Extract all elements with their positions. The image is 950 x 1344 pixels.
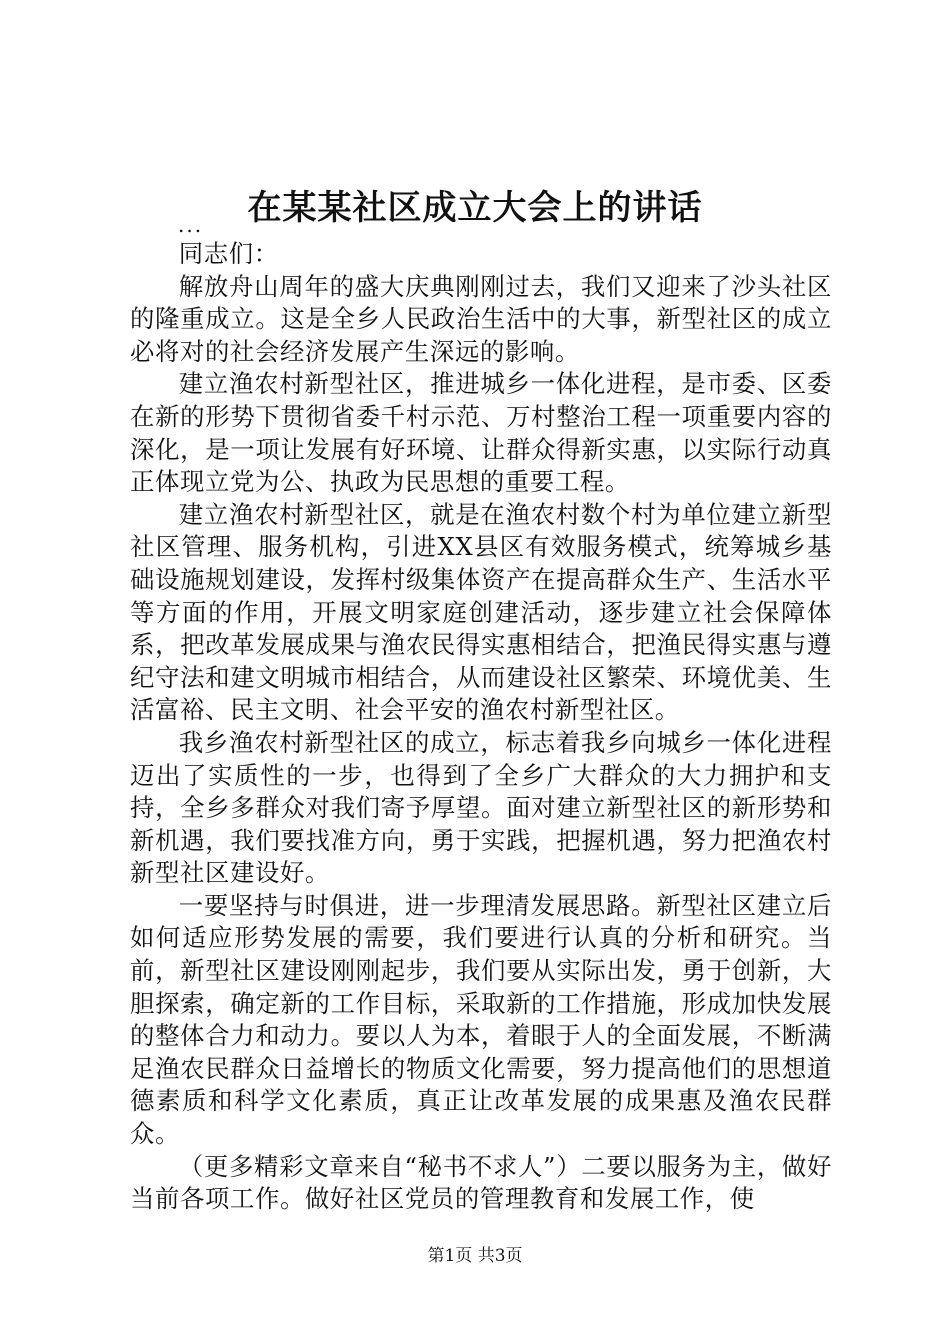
- paragraph-5: 一要坚持与时俱进，进一步理清发展思路。新型社区建立后如何适应形势发展的需要，我们要进行认真的分析和研究。当前，新型社区建设刚刚起步，我们要从实际出发，勇于创新，大胆探索，确定新的工作目标，采取新的工作措施，形成加快发展的整体合力和动力。要以人为本，着眼于人的全面发展，不断满足渔农民群众日益增长的物质文化需要，努力提高他们的思想道德素质和科学文化素质，真正让改革发展的成果惠及渔农民群众。: [130, 890, 832, 1149]
- paragraph-6: （更多精彩文章来自“秘书不求人”）二要以服务为主，做好当前各项工作。做好社区党员的管理教育和发展工作，使: [130, 1151, 832, 1214]
- paragraph-4: 我乡渔农村新型社区的成立，标志着我乡向城乡一体化进程迈出了实质性的一步，也得到了全乡广大群众的大力拥护和支持，全乡多群众对我们寄予厚望。面对建立新型社区的新形势和新机遇，我们要找准方向，勇于实践，把握机遇，努力把渔农村新型社区建设好。: [130, 727, 832, 888]
- paragraph-1: 解放舟山周年的盛大庆典刚刚过去，我们又迎来了沙头社区的隆重成立。这是全乡人民政治生活中的大事，新型社区的成立必将对的社会经济发展产生深远的影响。: [130, 271, 832, 366]
- greeting-paragraph: 同志们：: [178, 239, 279, 268]
- paragraph-2: 建立渔农村新型社区，推进城乡一体化进程，是市委、区委在新的形势下贯彻省委千村示范、万村整治工程一项重要内容的深化，是一项让发展有好环境、让群众得新实惠，以实际行动真正体现立党为公、执政为民思想的重要工程。: [130, 369, 832, 497]
- paragraph-3: 建立渔农村新型社区，就是在渔农村数个村为单位建立新型社区管理、服务机构，引进XX县区有效服务模式，统筹城乡基础设施规划建设，发挥村级集体资产在提高群众生产、生活水平等方面的作用，开展文明家庭创建活动，逐步建立社会保障体系，把改革发展成果与渔农民得实惠相结合，把渔民得实惠与遵纪守法和建文明城市相结合，从而建设社区繁荣、环境优美、生活富裕、民主文明、社会平安的渔农村新型社区。: [130, 499, 832, 725]
- ellipsis-mark: ...: [178, 213, 204, 237]
- document-body: [130, 238, 832, 1216]
- document-title: 在某某社区成立大会上的讲话: [247, 188, 703, 228]
- page-number-footer: 第1页 共3页: [427, 1246, 523, 1266]
